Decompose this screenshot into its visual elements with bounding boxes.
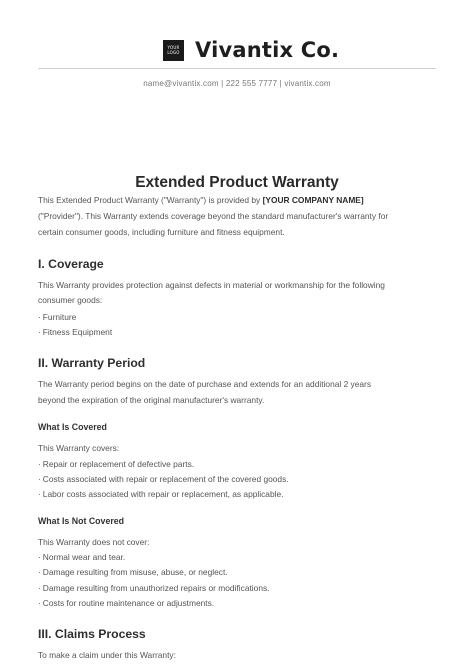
- list-item: · Normal wear and tear.: [38, 552, 126, 562]
- coverage-text-1: This Warranty provides protection against defects in material or workmanship for the following: [38, 280, 385, 290]
- list-item: · Damage resulting from unauthorized repairs or modifications.: [38, 583, 270, 593]
- list-item-text: Damage resulting from misuse, abuse, or neglect.: [42, 567, 228, 577]
- intro-text: This Extended Product Warranty ("Warranty") is provided by: [38, 195, 263, 205]
- logo-text-line2: LOGO: [167, 50, 180, 55]
- intro-line-3: certain consumer goods, including furniture and fitness equipment.: [38, 227, 285, 237]
- intro-line-2: ("Provider"). This Warranty extends coverage beyond the standard manufacturer's warranty for: [38, 211, 389, 221]
- list-item-text: Normal wear and tear.: [42, 552, 126, 562]
- list-item: · Damage resulting from misuse, abuse, or neglect.: [38, 567, 228, 577]
- list-item-text: Costs associated with repair or replacement of the covered goods.: [42, 474, 289, 484]
- list-item-text: Labor costs associated with repair or replacement, as applicable.: [42, 489, 284, 499]
- list-item-text: Furniture: [42, 312, 77, 322]
- period-heading: II. Warranty Period: [38, 356, 146, 370]
- brand: [163, 38, 339, 62]
- list-item: · Labor costs associated with repair or replacement, as applicable.: [38, 489, 284, 499]
- list-item: · Costs for routine maintenance or adjustments.: [38, 598, 215, 608]
- coverage-heading: I. Coverage: [38, 257, 104, 271]
- list-item: · Costs associated with repair or replacement of the covered goods.: [38, 474, 289, 484]
- not-covered-intro: This Warranty does not cover:: [38, 537, 150, 547]
- list-item-text: Fitness Equipment: [42, 327, 113, 337]
- period-text-1: The Warranty period begins on the date of purchase and extends for an additional 2 years: [38, 379, 372, 389]
- period-text-2: beyond the expiration of the original manufacturer's warranty.: [38, 395, 265, 405]
- logo-text-line1: YOUR: [167, 45, 180, 50]
- list-item-text: Damage resulting from unauthorized repairs or modifications.: [42, 583, 270, 593]
- list-item: · Fitness Equipment: [38, 327, 113, 337]
- contact-line: name@vivantix.com | 222 555 7777 | vivantix.com: [143, 79, 331, 88]
- company-name: Vivantix Co.: [195, 38, 340, 62]
- list-item: · Furniture: [38, 312, 77, 322]
- document-title: Extended Product Warranty: [135, 174, 339, 191]
- list-item: · Repair or replacement of defective parts.: [38, 459, 195, 469]
- company-placeholder: [YOUR COMPANY NAME]: [262, 195, 364, 205]
- list-item-text: Repair or replacement of defective parts.: [42, 459, 195, 469]
- coverage-text-2: consumer goods:: [38, 295, 103, 305]
- logo-placeholder: [163, 40, 184, 61]
- not-covered-heading: What Is Not Covered: [38, 516, 125, 526]
- intro-line-1: [38, 193, 438, 209]
- claims-heading: III. Claims Process: [38, 627, 146, 641]
- covered-intro: This Warranty covers:: [38, 443, 120, 453]
- claims-intro: To make a claim under this Warranty:: [38, 650, 176, 660]
- covered-heading: What Is Covered: [38, 422, 107, 432]
- list-item-text: Costs for routine maintenance or adjustments.: [42, 598, 215, 608]
- header-divider: [38, 68, 436, 69]
